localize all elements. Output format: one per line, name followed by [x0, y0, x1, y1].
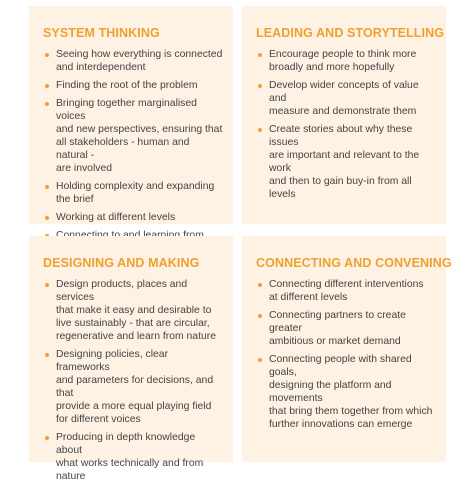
- bullet-dot-icon: [258, 283, 262, 287]
- card-connecting-and-convening: [242, 236, 452, 462]
- bullet-text: Working at different levels: [56, 212, 176, 223]
- bullet-dot-icon: [45, 353, 49, 357]
- card-title: SYSTEM THINKING: [43, 26, 160, 40]
- bullet-item: [256, 309, 436, 348]
- bullet-text: Connecting different interventions at different levels: [269, 279, 424, 303]
- bullet-list: [43, 48, 223, 255]
- bullet-list: [43, 278, 223, 483]
- bullet-item: [43, 180, 223, 206]
- bullet-list: [256, 48, 436, 201]
- bullet-dot-icon: [45, 436, 49, 440]
- card-leading-and-storytelling: [242, 6, 446, 224]
- bullet-list: [256, 278, 436, 431]
- bullet-item: [43, 348, 223, 426]
- card-title: DESIGNING AND MAKING: [43, 256, 200, 270]
- bullet-dot-icon: [45, 283, 49, 287]
- bullet-dot-icon: [45, 185, 49, 189]
- bullet-text: Finding the root of the problem: [56, 80, 198, 91]
- bullet-item: [256, 48, 436, 74]
- bullet-item: [256, 123, 436, 201]
- bullet-dot-icon: [45, 102, 49, 106]
- bullet-dot-icon: [258, 128, 262, 132]
- bullet-text: Holding complexity and expanding the brief: [56, 181, 215, 205]
- bullet-text: Producing in depth knowledge about what works technically and from nature: [56, 432, 204, 482]
- bullet-text: Connecting people with shared goals, designing the platform and movements that bring them together from which further innovations can emerge: [269, 354, 433, 430]
- bullet-item: [43, 48, 223, 74]
- bullet-dot-icon: [45, 84, 49, 88]
- bullet-text: Design products, places and services that make it easy and desirable to live sustainably - that are circular, regenerative and learn from nature: [56, 279, 216, 342]
- bullet-dot-icon: [258, 84, 262, 88]
- bullet-text: Connecting partners to create greater ambitious or market demand: [269, 310, 406, 347]
- bullet-text: Bringing together marginalised voices and new perspectives, ensuring that all stakeholders - human and natural - are involved: [56, 98, 223, 174]
- bullet-dot-icon: [258, 314, 262, 318]
- card-system-thinking: [29, 6, 233, 224]
- bullet-item: [256, 353, 436, 431]
- bullet-dot-icon: [258, 358, 262, 362]
- card-designing-and-making: [29, 236, 233, 482]
- bullet-text: Designing policies, clear frameworks and parameters for decisions, and that provide a more equal playing field for different voices: [56, 349, 214, 425]
- bullet-item: [43, 278, 223, 343]
- bullet-item: [43, 431, 223, 483]
- bullet-item: [43, 79, 223, 92]
- bullet-item: [256, 79, 436, 118]
- bullet-text: Develop wider concepts of value and measure and demonstrate them: [269, 80, 419, 117]
- bullet-text: Encourage people to think more broadly and more hopefully: [269, 49, 417, 73]
- bullet-text: Seeing how everything is connected and interdependent: [56, 49, 223, 73]
- bullet-item: [43, 211, 223, 224]
- bullet-text: Create stories about why these issues are important and relevant to the work and then to gain buy-in from all levels: [269, 124, 420, 200]
- card-title: LEADING AND STORYTELLING: [256, 26, 445, 40]
- bullet-dot-icon: [45, 53, 49, 57]
- bullet-dot-icon: [258, 53, 262, 57]
- card-title: CONNECTING AND CONVENING: [256, 256, 452, 270]
- bullet-item: [256, 278, 436, 304]
- bullet-item: [43, 97, 223, 175]
- bullet-dot-icon: [45, 216, 49, 220]
